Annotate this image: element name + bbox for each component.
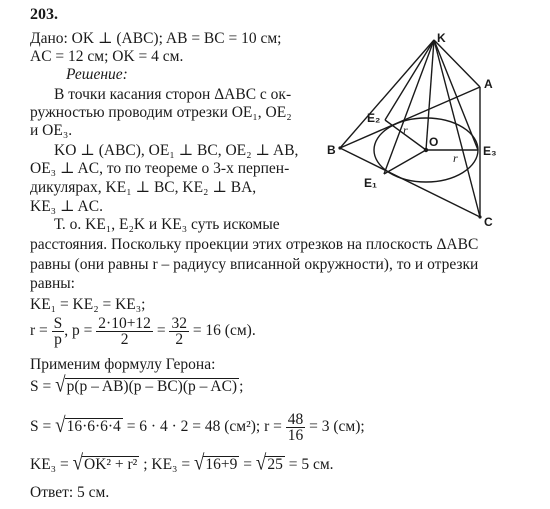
solution-heading: Решение: <box>66 66 128 83</box>
radical-sign: √ <box>72 451 83 476</box>
label-b: B <box>327 143 336 157</box>
fraction-denominator: p <box>54 330 62 348</box>
formula-r-result: = 16 (см). <box>192 322 256 339</box>
edge-ka <box>434 40 480 87</box>
label-a: A <box>484 77 493 91</box>
heron-tail: ; <box>239 378 244 395</box>
fraction-denominator: 16 <box>287 426 304 444</box>
text-line-11: равны: <box>30 275 75 292</box>
radius-oe1 <box>384 150 426 174</box>
point-o <box>424 148 428 152</box>
edge-kc <box>434 40 480 217</box>
text-line-1: В точки касания сторон ΔABC с ок- <box>54 86 292 103</box>
text-line-6: дикулярах, KE₁ ⊥ BC, KE₂ ⊥ BA, <box>30 179 257 196</box>
fraction-denominator: 2 <box>175 330 184 348</box>
equals-sign: = <box>156 322 166 339</box>
text-line-5: OE₃ ⊥ AC, то по теореме о 3-х перпен- <box>30 160 290 177</box>
label-r-upper: r <box>403 123 408 137</box>
radical-sign: √ <box>255 451 267 476</box>
heron-lhs: S = <box>30 378 52 395</box>
problem-number: 203. <box>30 6 58 23</box>
fraction-numerator: 32 <box>171 314 187 332</box>
fraction-numerator: 2·10+12 <box>98 314 151 332</box>
radius-result: = 3 (см); <box>309 418 365 435</box>
area-radicand: 16·6·6·4 <box>66 418 121 435</box>
ke3-radicand-3: 25 <box>267 456 283 473</box>
segment-ke1 <box>384 40 434 174</box>
label-k: K <box>437 31 446 45</box>
ke3-radicand-2: 16+9 <box>205 456 238 473</box>
text-line-8: Т. о. KE₁, E₂K и KE₃ суть искомые <box>54 216 280 233</box>
fraction-numerator: S <box>53 314 63 332</box>
text-line-4: KO ⊥ (ABC), OE₁ ⊥ BC, OE₂ ⊥ AB, <box>54 142 299 159</box>
formula-r-mid: , p = <box>64 322 93 339</box>
fraction-numerator: 48 <box>287 410 304 428</box>
segment-ke3 <box>434 40 478 150</box>
label-r-right: r <box>453 151 458 165</box>
text-line-7: KE₃ ⊥ AC. <box>30 198 103 215</box>
label-o: O <box>429 135 439 149</box>
heron-intro: Применим формулу Герона: <box>30 356 216 373</box>
equals-sign: = <box>243 456 253 473</box>
edge-kb <box>340 40 434 148</box>
radical-sign: √ <box>55 413 66 438</box>
formula-r-lhs: r = <box>30 322 48 339</box>
radius-lhs: r = <box>264 418 282 435</box>
radical-sign: √ <box>193 451 205 476</box>
ke3-mid: ; KE₃ = <box>143 456 191 473</box>
radical-sign: √ <box>55 373 66 398</box>
text-line-12: KE₁ = KE₂ = KE₃; <box>30 296 146 313</box>
point-c <box>478 215 481 218</box>
label-e3: E₃ <box>483 144 497 158</box>
ke3-radicand-1: OK² + r² <box>84 456 138 473</box>
label-e2: E₂ <box>367 111 381 125</box>
ke3-lhs: KE₃ = <box>30 456 69 473</box>
area-lhs: S = <box>30 418 52 435</box>
text-line-2: ружностью проводим отрезки OE₁, OE₂ <box>30 104 292 121</box>
text-line-10: равны (они равны r – радиусу вписанной окружности), то и отрезки <box>30 256 479 273</box>
heron-radicand: p(p – AB)(p – BC)(p – AC) <box>66 378 238 395</box>
text-line-3: и OE₃. <box>30 122 73 139</box>
given-line-1: Дано: OK ⊥ (ABC); AB = BC = 10 см; <box>30 30 282 47</box>
point-b <box>338 146 341 149</box>
ke3-result: = 5 см. <box>288 456 334 473</box>
fraction-denominator: 2 <box>120 330 129 348</box>
label-e1: E₁ <box>364 176 377 190</box>
label-c: C <box>484 215 493 229</box>
area-result: = 6 · 4 · 2 = 48 (см²); <box>126 418 261 435</box>
answer: Ответ: 5 см. <box>30 484 110 501</box>
text-line-9: расстояния. Поскольку проекции этих отрезков на плоскость ΔABC <box>30 236 479 253</box>
given-line-2: AC = 12 см; OK = 4 см. <box>30 48 184 65</box>
segment-ke2 <box>385 40 434 120</box>
